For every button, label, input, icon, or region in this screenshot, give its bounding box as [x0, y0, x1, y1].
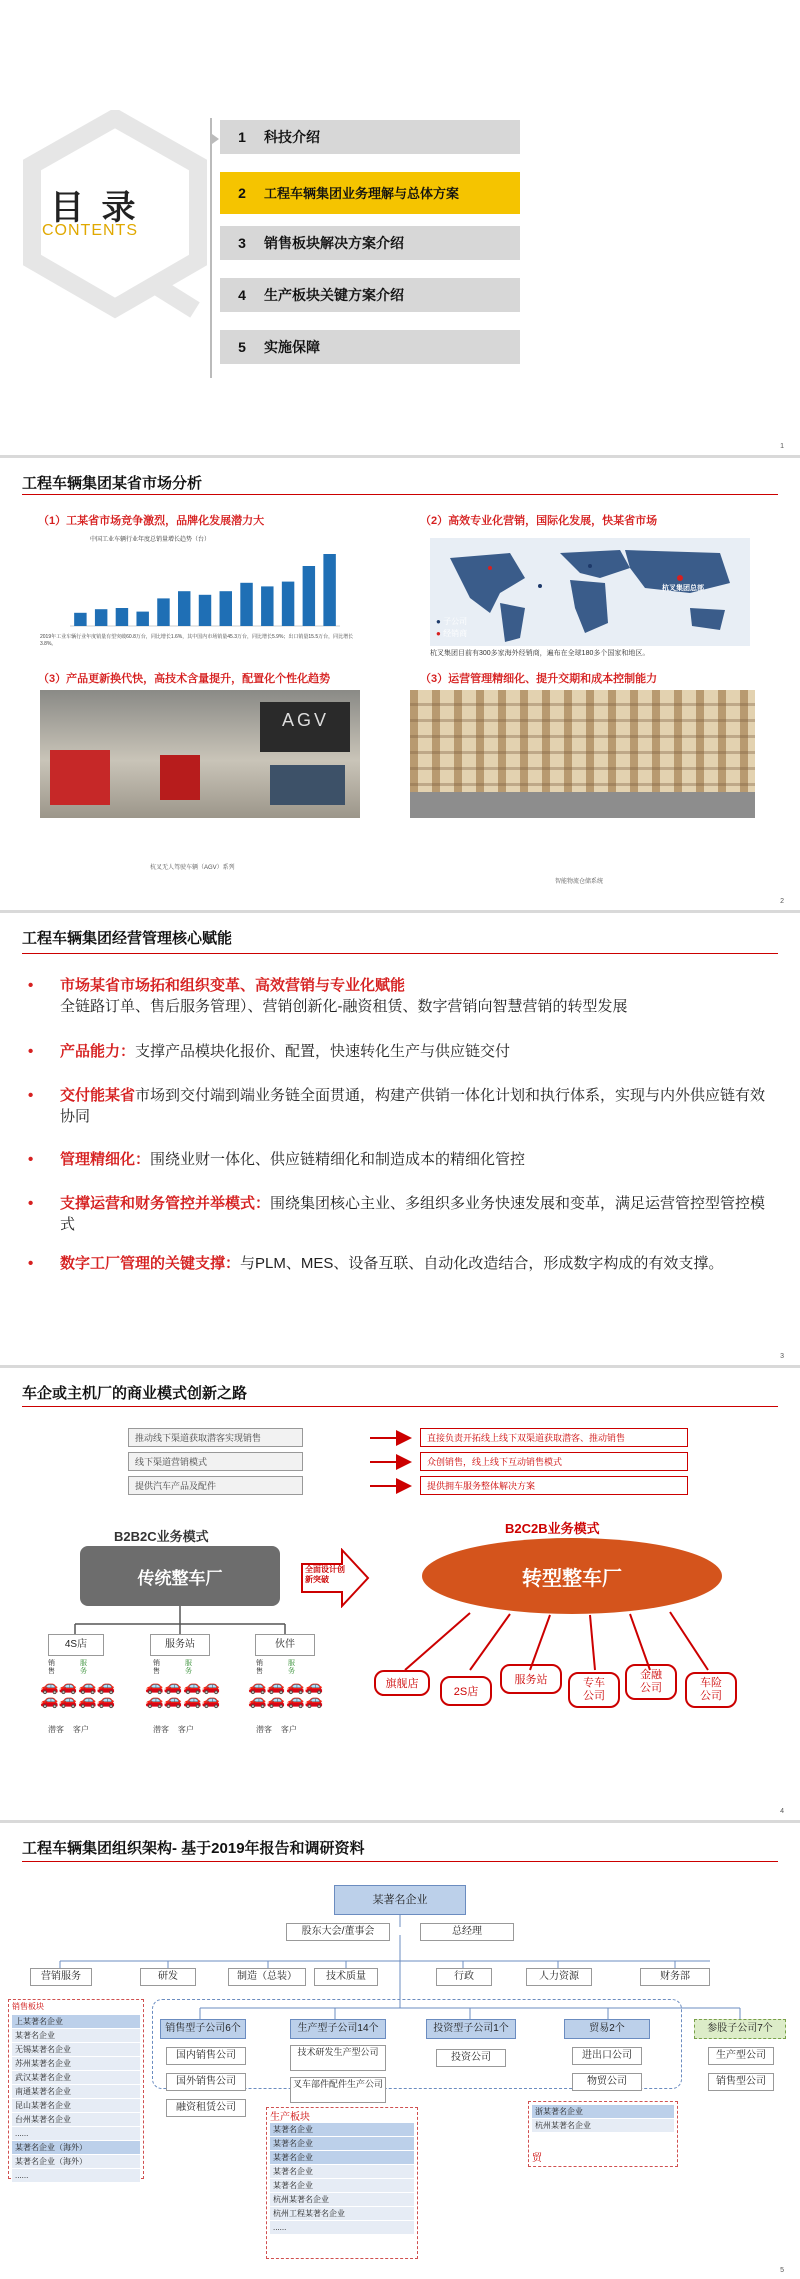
slide-title: 工程车辆集团经营管理核心赋能	[22, 930, 233, 947]
section-heading: （3）运营管理精细化、提升交期和成本控制能力	[420, 673, 658, 685]
old-mode-item: 提供汽车产品及配件	[128, 1476, 303, 1495]
page-number: 3	[780, 1353, 784, 1360]
org-list-item: 某著名企业（海外）	[12, 2155, 140, 2169]
slide-5	[0, 1823, 800, 2279]
contents-subtitle: CONTENTS	[42, 222, 138, 239]
connector-lines	[0, 1368, 800, 1820]
outlet-box: 车险公司	[685, 1672, 737, 1708]
trade-block-title: 贸	[532, 2153, 542, 2164]
cust-labels-3: 潜客 客户	[256, 1725, 297, 1734]
bullet-dot: •	[28, 1255, 34, 1272]
outlet-box: 金融公司	[625, 1664, 677, 1700]
car-icons-grey: 🚗🚗 🚗🚗	[40, 1678, 78, 1709]
bullet-dot: •	[28, 1151, 34, 1168]
subsidiary-child: 进出口公司	[572, 2047, 642, 2065]
subsidiary-child: 物贸公司	[572, 2073, 642, 2091]
slide-3	[0, 913, 800, 1365]
org-gm: 总经理	[420, 1923, 514, 1941]
org-list-item: 杭州某著名企业	[270, 2193, 414, 2207]
org-list-item: 某著名企业	[270, 2137, 414, 2151]
sales-list	[12, 2015, 140, 2183]
traditional-factory: 传统整车厂	[80, 1546, 280, 1606]
map-legend-subsidiary: ● 子公司	[436, 617, 468, 626]
chart-note: 2019年工业车辆行业年度销量有望突破60.8万台，同比增长1.6%，其中国内市场销量45.3万台，同比增长5.9%；出口销量15.5万台，同比增长3.8%。	[40, 634, 354, 647]
bullet-dot: •	[28, 1195, 34, 1212]
chart-bar	[178, 591, 190, 626]
bullet-dot: •	[28, 977, 34, 994]
toc-item-5[interactable]: 5 实施保障	[220, 330, 520, 364]
org-top: 某著名企业	[334, 1885, 466, 1915]
title-underline	[22, 494, 778, 495]
chart-bar	[199, 595, 211, 626]
production-list	[270, 2123, 414, 2235]
org-board: 股东大会/董事会	[286, 1923, 390, 1941]
page-number: 2	[780, 898, 784, 905]
org-list-item: 台州某著名企业	[12, 2113, 140, 2127]
pin-icon: ●	[436, 629, 441, 638]
outlet-box: 专车公司	[568, 1672, 620, 1708]
bullet-item: • 数字工厂管理的关键支撑：与PLM、MES、设备互联、自动化改造结合，形成数字构成的有效支撑。	[28, 1255, 724, 1272]
bullet-dot: •	[28, 1087, 34, 1104]
dept-box: 研发	[140, 1968, 196, 1986]
dept-box: 财务部	[640, 1968, 710, 1986]
chart-bar	[74, 613, 86, 626]
car-icons-green: 🚗🚗 🚗🚗	[78, 1678, 116, 1709]
page-number: 1	[780, 443, 784, 450]
old-mode-item: 推动线下渠道获取潜客实现销售	[128, 1428, 303, 1447]
car-icons-grey: 🚗🚗 🚗🚗	[248, 1678, 286, 1709]
photo-caption: 杭叉无人驾驶车辆（AGV）系列	[150, 865, 235, 871]
toc-divider	[210, 118, 212, 378]
chart-bar	[95, 609, 107, 626]
bullet-item: • 市场某省市场拓和组织变革、高效营销与专业化赋能 全链路订单、售后服务管理）、营销创新化-融资租赁、数字营销向智慧营销的转型发展	[28, 977, 628, 1015]
org-list-item: 杭州工程某著名企业	[270, 2207, 414, 2221]
outlet-box: 2S店	[440, 1676, 492, 1706]
toc-arrow-icon	[212, 134, 219, 144]
sales-chart	[40, 534, 360, 654]
outlet-box: 服务站	[500, 1664, 562, 1694]
section-heading: （1）工某省市场竞争激烈，品牌化发展潜力大	[38, 515, 265, 527]
contents-title: 目 录	[50, 189, 140, 227]
org-list-item: ......	[270, 2221, 414, 2235]
photo-caption: 智能物流仓储系统	[555, 879, 604, 885]
org-list-item: 昆山某著名企业	[12, 2099, 140, 2113]
world-map	[430, 538, 750, 646]
chart-bar	[261, 586, 273, 626]
new-mode-item: 众创销售，线上线下互动销售模式	[420, 1452, 688, 1471]
outlet-box: 旗舰店	[374, 1670, 430, 1696]
slide-4	[0, 1368, 800, 1820]
subsidiary-header: 销售型子公司6个	[160, 2019, 246, 2039]
old-mode-item: 线下渠道营销模式	[128, 1452, 303, 1471]
b2b2c-label: B2B2C业务模式	[114, 1529, 209, 1544]
bullet-item: • 产品能力：支撑产品模块化报价、配置，快速转化生产与供应链交付	[28, 1043, 511, 1060]
bullet-dot: •	[28, 1043, 34, 1060]
slide-title: 车企或主机厂的商业模式创新之路	[22, 1385, 248, 1402]
bullet-item: • 交付能某省市场到交付端到端业务链全面贯通，构建产供销一体化计划和执行体系，实现与内外供应链有效协同	[28, 1087, 766, 1125]
car-group-1: 销售 服务 🚗🚗 🚗🚗 🚗🚗 🚗🚗	[40, 1660, 116, 1709]
org-list-item: 某著名企业	[270, 2123, 414, 2137]
channel-4s: 4S店	[48, 1634, 104, 1656]
org-list-item: 武汉某著名企业	[12, 2071, 140, 2085]
car-icons-grey: 🚗🚗 🚗🚗	[145, 1678, 183, 1709]
org-list-item: 无锡某著名企业	[12, 2043, 140, 2057]
subsidiary-header: 生产型子公司14个	[290, 2019, 386, 2039]
org-list-item: 上某著名企业	[12, 2015, 140, 2029]
subsidiary-child: 叉车部件配件生产公司	[290, 2077, 386, 2103]
page-number: 4	[780, 1808, 784, 1815]
subsidiary-child: 国外销售公司	[166, 2073, 246, 2091]
org-list-item: 浙某著名企业	[532, 2105, 674, 2119]
new-mode-item: 直接负责开拓线上线下双渠道获取潜客、推动销售	[420, 1428, 688, 1447]
toc-item-4[interactable]: 4 生产板块关键方案介绍	[220, 278, 520, 312]
chart-bar	[303, 566, 315, 626]
chart-bar	[116, 608, 128, 626]
slide-1	[0, 0, 800, 455]
map-legend-dealer: ● 经销商	[436, 629, 468, 638]
channel-service: 服务站	[150, 1634, 210, 1656]
dept-box: 技术质量	[314, 1968, 378, 1986]
dept-box: 营销服务	[30, 1968, 92, 1986]
channel-partner: 伙伴	[255, 1634, 315, 1656]
production-block-title: 生产板块	[270, 2112, 310, 2123]
cust-labels-1: 潜客 客户	[48, 1725, 89, 1734]
dept-box: 制造（总装）	[228, 1968, 306, 1986]
agv-photo	[40, 690, 360, 818]
car-group-2: 销售 服务 🚗🚗 🚗🚗 🚗🚗 🚗🚗	[145, 1660, 221, 1709]
bullet-item: • 管理精细化：围绕业财一体化、供应链精细化和制造成本的精细化管控	[28, 1151, 526, 1168]
warehouse-photo	[410, 690, 755, 818]
section-heading: （3）产品更新换代快，高技术含量提升，配置化个性化趋势	[38, 673, 331, 685]
slide-2	[0, 458, 800, 910]
bullet-item: • 支撑运营和财务管控并举模式：围绕集团核心主业、多组织多业务快速发展和变革，满足运营管控型管控模式	[28, 1195, 766, 1233]
subsidiary-child: 投资公司	[436, 2049, 506, 2067]
dept-box: 人力资源	[526, 1968, 592, 1986]
dept-box: 行政	[436, 1968, 492, 1986]
hq-label: 杭叉集团总部	[662, 585, 704, 592]
org-list-item: 苏州某著名企业	[12, 2057, 140, 2071]
chart-bar	[136, 612, 148, 626]
chart-bar	[240, 583, 252, 626]
toc-item-3[interactable]: 3 销售板块解决方案介绍	[220, 226, 520, 260]
subsidiary-child: 销售型公司	[708, 2073, 774, 2091]
subsidiary-child: 融资租赁公司	[166, 2099, 246, 2117]
new-mode-item: 提供拥车服务整体解决方案	[420, 1476, 688, 1495]
org-list-item: 某著名企业	[270, 2165, 414, 2179]
map-note: 杭叉集团目前有300多家海外经销商，遍布在全球180多个国家和地区。	[430, 650, 650, 657]
page-number: 5	[780, 2267, 784, 2274]
subsidiary-child: 国内销售公司	[166, 2047, 246, 2065]
title-underline	[22, 953, 778, 954]
cust-labels-2: 潜客 客户	[153, 1725, 194, 1734]
chart-bar	[323, 554, 335, 626]
org-list-item: 杭州某著名企业	[532, 2119, 674, 2133]
section-heading: （2）高效专业化营销，国际化发展，快某省市场	[420, 515, 658, 527]
b2c2b-label: B2C2B业务模式	[505, 1521, 600, 1536]
org-list-item: 某著名企业	[270, 2179, 414, 2193]
slide-title: 工程车辆集团组织架构- 基于2019年报告和调研资料	[22, 1840, 365, 1857]
org-list-item: ......	[12, 2169, 140, 2183]
org-list-item: 南通某著名企业	[12, 2085, 140, 2099]
org-list-item: ......	[12, 2127, 140, 2141]
agv-title: AGV	[282, 710, 330, 730]
bar-chart	[40, 544, 360, 636]
car-group-3: 销售 服务 🚗🚗 🚗🚗 🚗🚗 🚗🚗	[248, 1660, 324, 1709]
chart-bar	[157, 598, 169, 626]
trade-list	[532, 2105, 674, 2133]
org-list-item: 某著名企业（海外）	[12, 2141, 140, 2155]
subsidiary-header: 投资型子公司1个	[426, 2019, 516, 2039]
subsidiary-header: 参股子公司7个	[694, 2019, 786, 2039]
sales-block-title: 销售板块	[12, 2002, 44, 2011]
car-icons-green: 🚗🚗 🚗🚗	[183, 1678, 221, 1709]
chart-bar	[220, 591, 232, 626]
subsidiary-child: 技术研发生产型公司	[290, 2045, 386, 2071]
subsidiary-header: 贸易2个	[564, 2019, 650, 2039]
org-list-item: 某著名企业	[270, 2151, 414, 2165]
pin-icon: ●	[436, 617, 441, 626]
arrow-text: 全面设计创新突破	[305, 1565, 345, 1584]
chart-bar	[282, 582, 294, 626]
transformed-factory: 转型整车厂	[422, 1538, 722, 1614]
chart-title: 中国工业车辆行业年度总销量增长趋势（台）	[90, 537, 211, 543]
toc-item-1[interactable]: 1 科技介绍	[220, 120, 520, 154]
org-list-item: 某著名企业	[12, 2029, 140, 2043]
car-icons-green: 🚗🚗 🚗🚗	[286, 1678, 324, 1709]
toc-item-2[interactable]: 2 工程车辆集团业务理解与总体方案	[220, 172, 520, 214]
slide-title: 工程车辆集团某省市场分析	[22, 475, 203, 492]
subsidiary-child: 生产型公司	[708, 2047, 774, 2065]
